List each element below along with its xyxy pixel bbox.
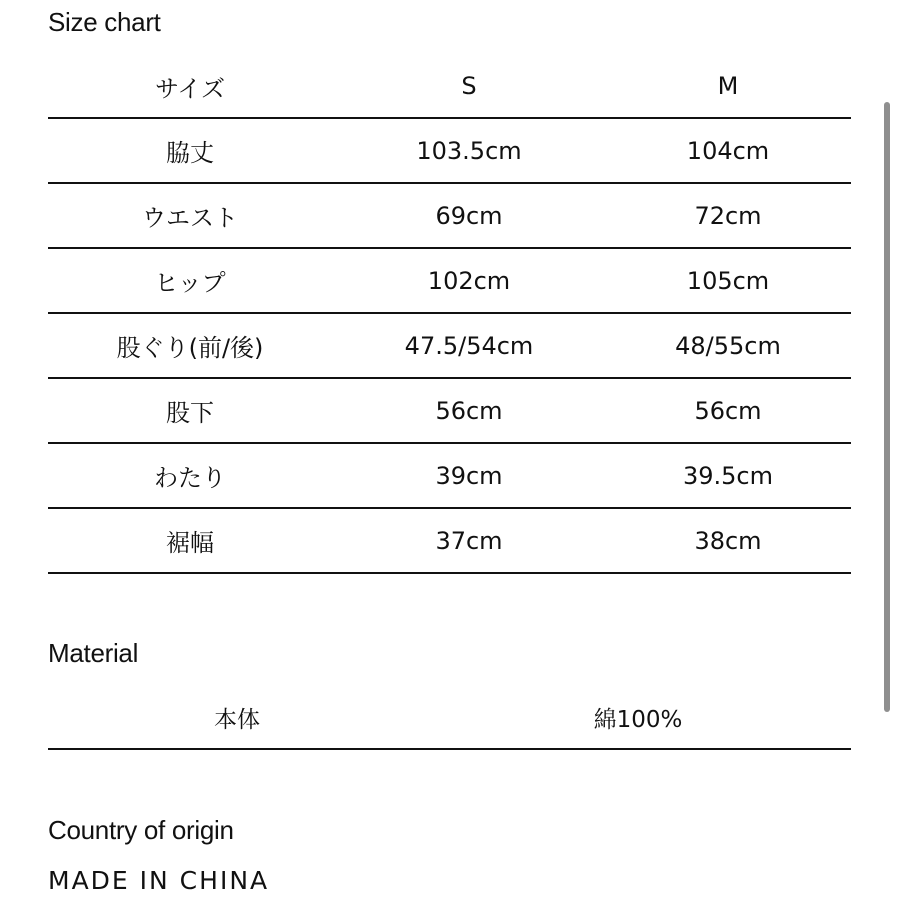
measurement-label: 股ぐり(前/後) [116,334,264,362]
country-of-origin-title: Country of origin [48,815,234,845]
size-chart-header-row [48,55,851,119]
size-chart-table [48,55,851,574]
table-row [48,509,851,574]
table-row [48,444,851,509]
material-table [48,686,851,750]
size-chart-title: Size chart [48,7,161,37]
size-s-value: 103.5cm [416,136,522,165]
material-composition-value: 綿100% [593,706,683,733]
size-s-value: 39cm [435,461,503,490]
column-header-m: M [717,72,739,100]
size-m-value: 72cm [694,201,762,230]
size-m-value: 38cm [694,526,762,555]
country-of-origin-value: MADE IN CHINA [48,866,270,895]
size-s-value: 102cm [427,266,511,295]
size-s-value: 56cm [435,396,503,425]
measurement-label: 裾幅 [166,529,214,557]
column-header-s: S [461,72,477,100]
size-s-value: 37cm [435,526,503,555]
size-m-value: 105cm [686,266,770,295]
size-m-value: 56cm [694,396,762,425]
table-row [48,119,851,184]
measurement-label: 脇丈 [166,139,214,167]
material-part-label: 本体 [214,706,260,733]
column-header-size: サイズ [154,74,226,103]
table-row [48,314,851,379]
table-row [48,184,851,249]
vertical-scrollbar[interactable] [884,102,890,712]
table-row [48,379,851,444]
table-row [48,249,851,314]
size-m-value: 104cm [686,136,770,165]
measurement-label: わたり [154,464,226,492]
size-s-value: 69cm [435,201,503,230]
material-title: Material [48,638,139,668]
size-m-value: 48/55cm [675,331,781,360]
measurement-label: 股下 [166,399,214,427]
measurement-label: ヒップ [154,269,226,297]
size-s-value: 47.5/54cm [404,331,534,360]
measurement-label: ウエスト [142,204,238,232]
size-m-value: 39.5cm [682,461,773,490]
